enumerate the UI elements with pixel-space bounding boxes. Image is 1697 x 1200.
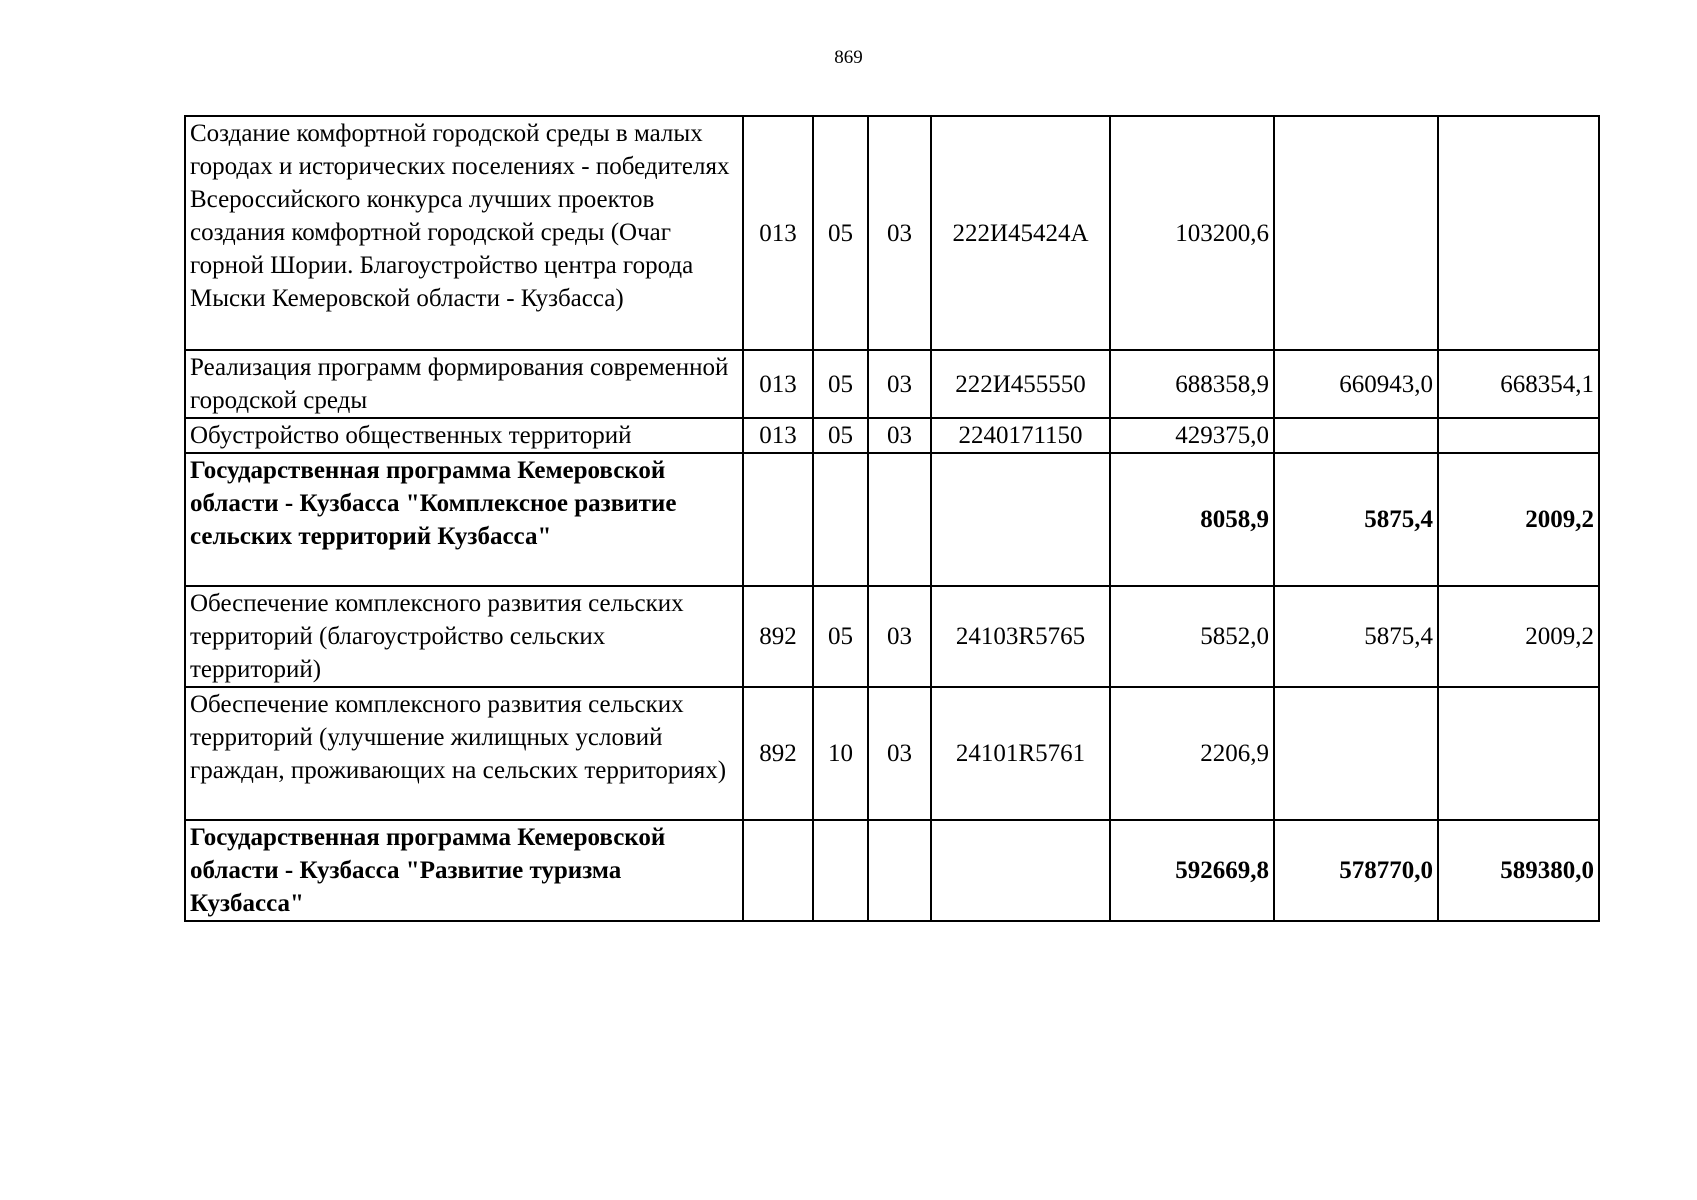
row-pr: 03: [868, 687, 931, 820]
row-ved: 013: [743, 350, 813, 418]
row-csr: 24103R5765: [931, 586, 1110, 687]
row-year-3: 668354,1: [1438, 350, 1599, 418]
row-rz: 05: [813, 116, 868, 350]
row-year-3: 2009,2: [1438, 453, 1599, 586]
row-pr: [868, 453, 931, 586]
row-ved: 013: [743, 116, 813, 350]
row-name: Государственная программа Кемеровской области - Кузбасса "Развитие туризма Кузбасса": [185, 820, 743, 921]
row-year-2: 5875,4: [1274, 586, 1438, 687]
row-name: Создание комфортной городской среды в малых городах и исторических поселениях - победителях Всероссийского конкурса лучших проектов создания комфортной городской среды (Очаг горной Шории. Благоустройство центра города Мыски Кемеровской области - Кузбасса): [185, 116, 743, 350]
row-ved: [743, 820, 813, 921]
row-year-1: 592669,8: [1110, 820, 1274, 921]
row-year-1: 103200,6: [1110, 116, 1274, 350]
row-year-3: [1438, 418, 1599, 453]
row-csr: 222И455550: [931, 350, 1110, 418]
row-pr: [868, 820, 931, 921]
row-year-3: [1438, 116, 1599, 350]
row-rz: 05: [813, 418, 868, 453]
row-year-2: [1274, 418, 1438, 453]
row-year-2: [1274, 116, 1438, 350]
row-csr: 24101R5761: [931, 687, 1110, 820]
row-year-1: 2206,9: [1110, 687, 1274, 820]
table-row: [185, 418, 1599, 453]
row-ved: 892: [743, 586, 813, 687]
row-name: Обеспечение комплексного развития сельских территорий (благоустройство сельских территорий): [185, 586, 743, 687]
page-number: 869: [834, 47, 863, 68]
row-year-1: 429375,0: [1110, 418, 1274, 453]
table-row-program-total: [185, 820, 1599, 921]
row-pr: 03: [868, 586, 931, 687]
row-rz: [813, 453, 868, 586]
row-csr: 222И45424А: [931, 116, 1110, 350]
row-year-3: [1438, 687, 1599, 820]
table-row: [185, 687, 1599, 820]
row-rz: [813, 820, 868, 921]
row-year-2: 578770,0: [1274, 820, 1438, 921]
table-row: [185, 350, 1599, 418]
row-csr: 2240171150: [931, 418, 1110, 453]
row-year-2: 5875,4: [1274, 453, 1438, 586]
budget-table: [184, 115, 1600, 922]
table-row-program-total: [185, 453, 1599, 586]
row-name: Обустройство общественных территорий: [185, 418, 743, 453]
table-row: [185, 116, 1599, 350]
row-csr: [931, 453, 1110, 586]
row-rz: 10: [813, 687, 868, 820]
row-year-1: 8058,9: [1110, 453, 1274, 586]
row-pr: 03: [868, 350, 931, 418]
table-row: [185, 586, 1599, 687]
row-name: Реализация программ формирования современной городской среды: [185, 350, 743, 418]
row-rz: 05: [813, 350, 868, 418]
row-year-3: 589380,0: [1438, 820, 1599, 921]
row-year-2: 660943,0: [1274, 350, 1438, 418]
row-ved: 013: [743, 418, 813, 453]
row-year-1: 5852,0: [1110, 586, 1274, 687]
row-ved: 892: [743, 687, 813, 820]
row-ved: [743, 453, 813, 586]
row-name: Обеспечение комплексного развития сельских территорий (улучшение жилищных условий граждан, проживающих на сельских территориях): [185, 687, 743, 820]
row-pr: 03: [868, 418, 931, 453]
row-name: Государственная программа Кемеровской области - Кузбасса "Комплексное развитие сельских территорий Кузбасса": [185, 453, 743, 586]
row-year-1: 688358,9: [1110, 350, 1274, 418]
row-csr: [931, 820, 1110, 921]
row-year-3: 2009,2: [1438, 586, 1599, 687]
row-year-2: [1274, 687, 1438, 820]
row-pr: 03: [868, 116, 931, 350]
row-rz: 05: [813, 586, 868, 687]
